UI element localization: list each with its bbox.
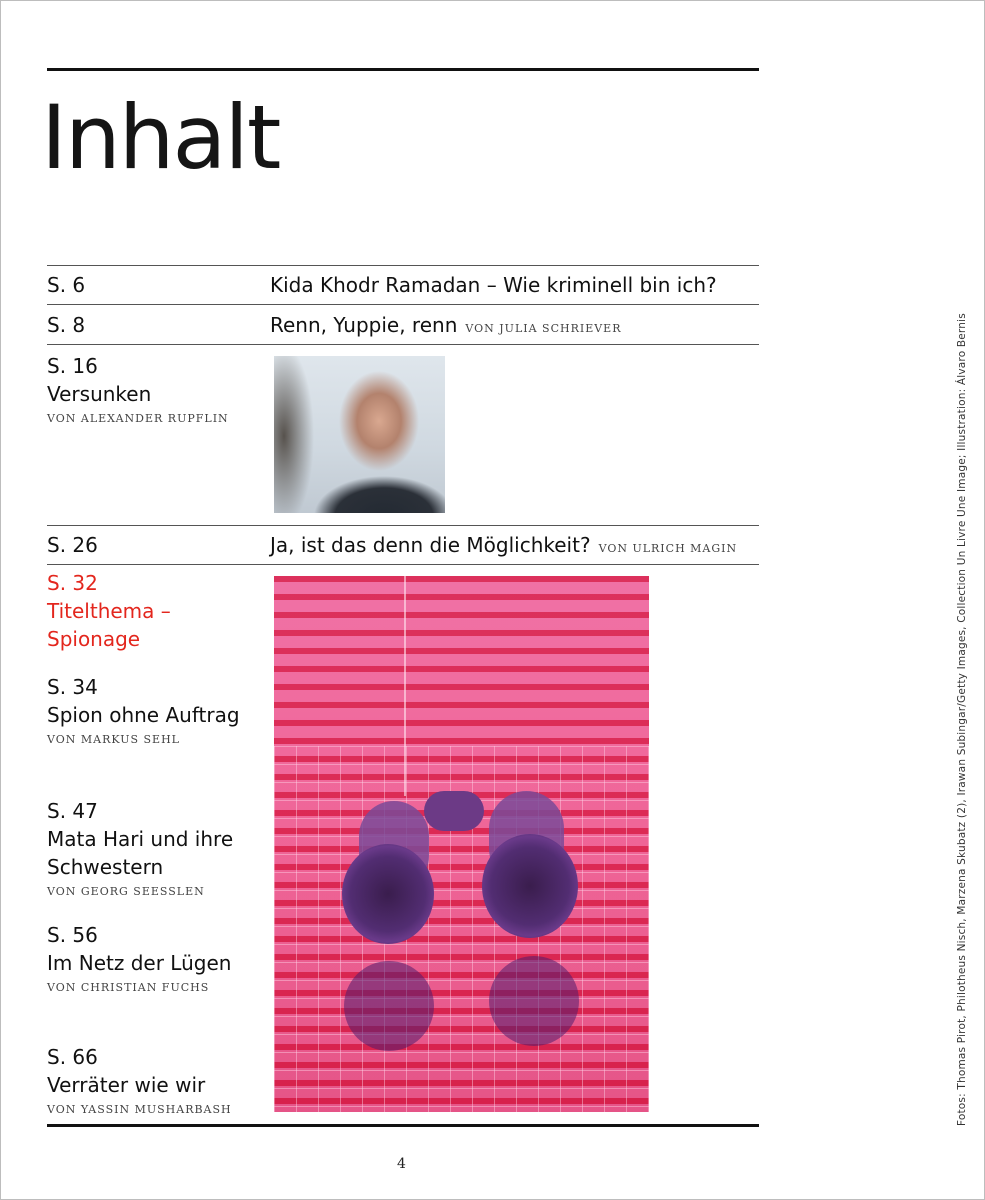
toc-entry-im-netz-der-luegen[interactable] <box>47 921 262 997</box>
toc-byline: VON MARKUS SEHL <box>47 733 180 746</box>
toc-title: Versunken <box>47 382 152 406</box>
toc-entry-versunken[interactable] <box>47 352 262 428</box>
toc-title: Mata Hari und ihre Schwestern <box>47 827 234 879</box>
toc-entry-spion-ohne-auftrag[interactable] <box>47 673 262 749</box>
toc-page-ref: S. 26 <box>47 533 98 557</box>
toc-page-ref: S. 66 <box>47 1045 98 1069</box>
toc-entry-moeglichkeit[interactable] <box>270 532 737 562</box>
page-title: Inhalt <box>41 86 280 189</box>
binocular-lens <box>342 844 434 944</box>
toc-title: Ja, ist das denn die Möglichkeit? <box>270 533 591 557</box>
lens-reflection <box>489 956 579 1046</box>
toc-title: Im Netz der Lügen <box>47 951 232 975</box>
divider <box>47 265 759 266</box>
binocular-lens <box>482 834 578 938</box>
divider <box>47 525 759 526</box>
bottom-rule <box>47 1124 759 1127</box>
toc-byline: VON ULRICH MAGIN <box>598 542 738 555</box>
toc-entry-kida-khodr-ramadan[interactable] <box>270 272 717 298</box>
toc-entry-verraeter-wie-wir[interactable] <box>47 1043 262 1119</box>
divider <box>47 564 759 565</box>
toc-byline: VON JULIA SCHRIEVER <box>465 322 622 335</box>
toc-title: Titelthema – Spionage <box>47 599 171 651</box>
toc-entry-titelthema-spionage[interactable] <box>47 569 262 653</box>
toc-byline: VON YASSIN MUSHARBASH <box>47 1103 232 1116</box>
binocular-hinge <box>424 791 484 831</box>
toc-page-ref: S. 47 <box>47 799 98 823</box>
top-rule <box>47 68 759 71</box>
toc-entry-renn-yuppie-renn[interactable] <box>270 312 622 342</box>
toc-page-ref: S. 16 <box>47 354 98 378</box>
page-number: 4 <box>397 1156 406 1172</box>
lens-reflection <box>344 961 434 1051</box>
toc-page-ref: S. 56 <box>47 923 98 947</box>
toc-page-ref: S. 34 <box>47 675 98 699</box>
blind-cord <box>404 576 406 796</box>
toc-title: Kida Khodr Ramadan – Wie kriminell bin ich? <box>270 273 717 297</box>
toc-page-ref: S. 32 <box>47 571 98 595</box>
divider <box>47 344 759 345</box>
binoculars-photo <box>274 576 649 1112</box>
toc-byline: VON GEORG SEESSLEN <box>47 885 205 898</box>
photo-credits: Fotos: Thomas Pirot, Philotheus Nisch, Marzena Skubatz (2), Irawan Subingar/Getty Images, Collection Un Livre Une Image; Illustration: Álvaro Bernis <box>956 313 968 1126</box>
divider <box>47 304 759 305</box>
portrait-photo <box>274 356 445 513</box>
toc-title: Renn, Yuppie, renn <box>270 313 458 337</box>
toc-page-ref: S. 6 <box>47 273 86 297</box>
toc-entry-mata-hari[interactable] <box>47 797 262 901</box>
toc-page-ref: S. 8 <box>47 313 86 337</box>
toc-title: Verräter wie wir <box>47 1073 206 1097</box>
toc-title: Spion ohne Auftrag <box>47 703 240 727</box>
toc-byline: VON ALEXANDER RUPFLIN <box>47 412 229 425</box>
toc-byline: VON CHRISTIAN FUCHS <box>47 981 210 994</box>
